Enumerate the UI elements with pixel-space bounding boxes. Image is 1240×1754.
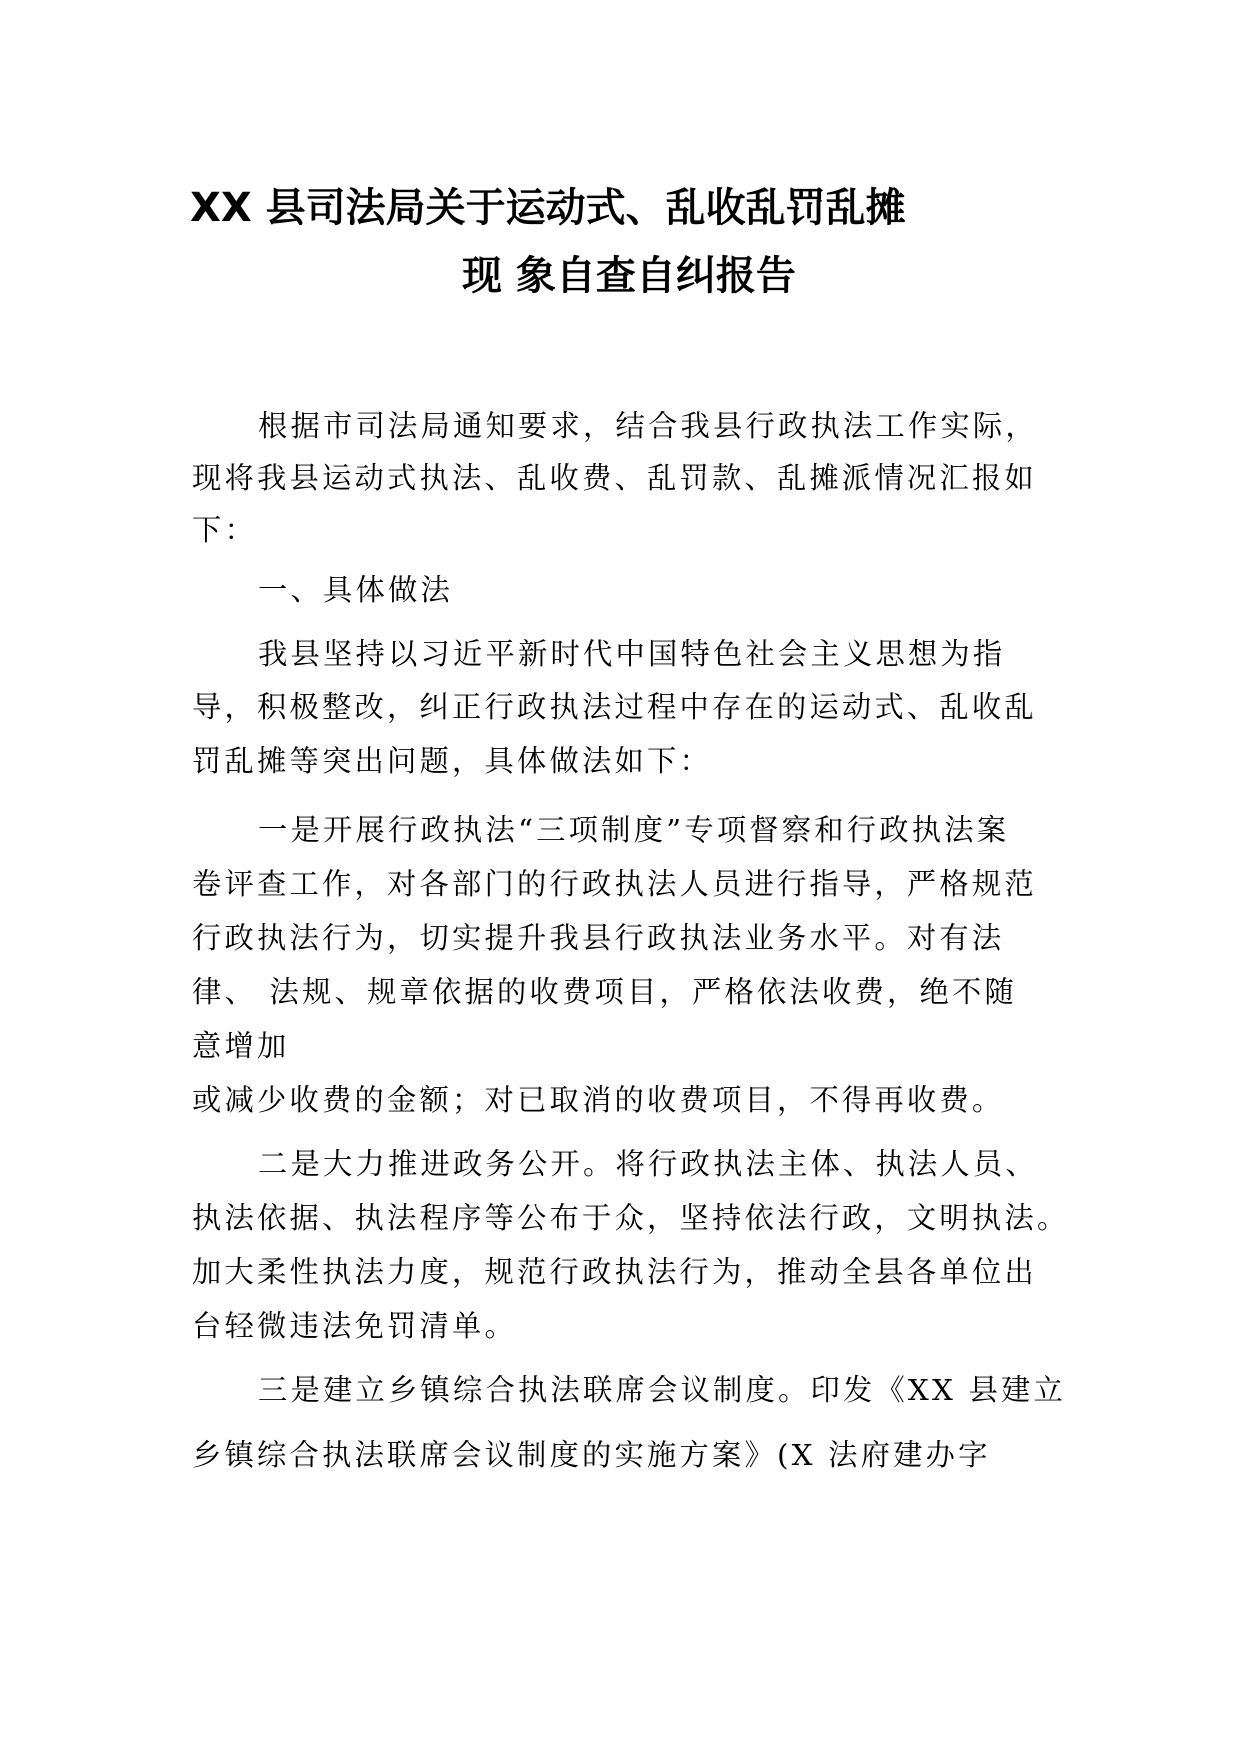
body-line: 加大柔性执法力度，规范行政执法行为，推动全县各单位出 [192, 1255, 1037, 1289]
body-line: 台轻微违法免罚清单。 [192, 1309, 517, 1343]
body-line: 执法依据、执法程序等公布于众，坚持依法行政，文明执法。 [192, 1201, 1070, 1235]
body-line: 下： [192, 513, 257, 547]
body-line: 现将我县运动式执法、乱收费、乱罚款、乱摊派情况汇报如 [192, 461, 1037, 495]
body-line: 罚乱摊等突出问题，具体做法如下： [192, 744, 712, 778]
body-line: 意增加 [192, 1029, 290, 1063]
body-line: 一是开展行政执法“三项制度”专项督察和行政执法案 [258, 813, 1010, 847]
document-title-line-2: 现 象自查自纠报告 [462, 253, 796, 299]
body-line: 行政执法行为，切实提升我县行政执法业务水平。对有法 [192, 921, 1005, 955]
body-line: 卷评查工作，对各部门的行政执法人员进行指导，严格规范 [192, 867, 1037, 901]
body-line: 三是建立乡镇综合执法联席会议制度。印发《XX 县建立 [258, 1373, 1067, 1407]
body-line: 根据市司法局通知要求，结合我县行政执法工作实际， [258, 409, 1038, 443]
body-line: 导，积极整改，纠正行政执法过程中存在的运动式、乱收乱 [192, 690, 1037, 724]
body-line: 律、 法规、规章依据的收费项目，严格依法收费，绝不随 [192, 975, 1017, 1009]
body-line: 乡镇综合执法联席会议制度的实施方案》(X 法府建办字 [192, 1438, 991, 1472]
body-line: 我县坚持以习近平新时代中国特色社会主义思想为指 [258, 637, 1006, 671]
body-line: 二是大力推进政务公开。将行政执法主体、执法人员、 [258, 1147, 1038, 1181]
body-line: 或减少收费的金额；对已取消的收费项目，不得再收费。 [192, 1083, 1005, 1117]
section-heading: 一、具体做法 [258, 573, 453, 607]
document-title-line-1: XX 县司法局关于运动式、乱收乱罚乱摊 [190, 185, 906, 231]
